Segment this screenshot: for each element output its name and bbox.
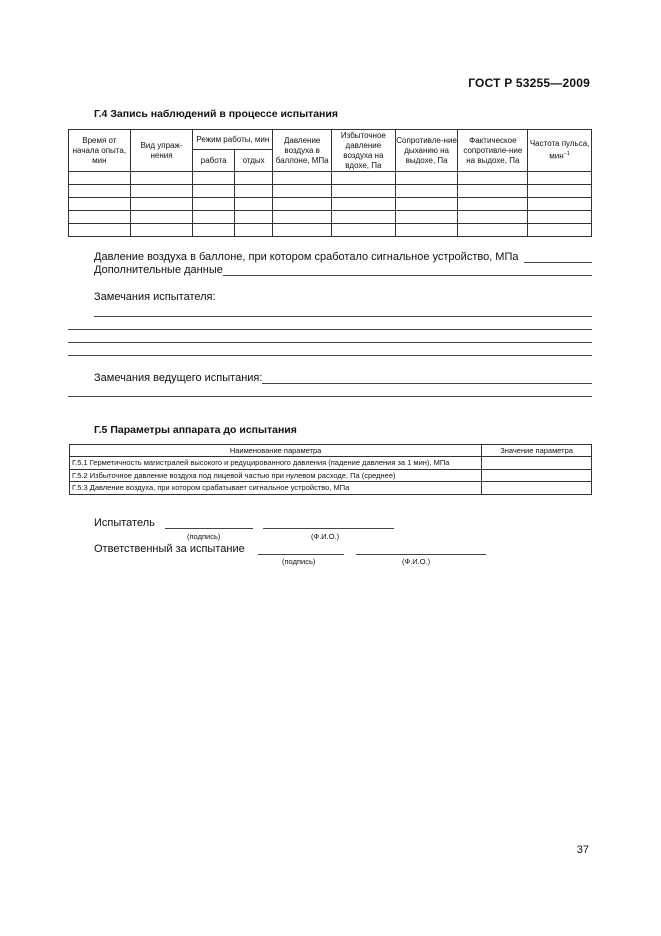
tester-remarks-label: Замечания испытателя: — [94, 291, 216, 303]
tester-sign-line — [165, 528, 253, 529]
responsible-fio-line — [356, 554, 486, 555]
col-mode-rest: отдых — [234, 150, 272, 172]
signal-pressure-line — [524, 262, 592, 263]
col-cylinder-pressure: Давление воздуха в баллоне, МПа — [273, 130, 332, 172]
observations-table — [68, 129, 592, 237]
document-id: ГОСТ Р 53255—2009 — [468, 76, 590, 90]
table-row — [69, 185, 592, 198]
tester-remarks-line — [68, 355, 592, 356]
parameter-name: Г.5.2 Избыточное давление воздуха под лицевой частью при нулевом расходе, Па (среднее) — [70, 469, 482, 482]
responsible-sign-line — [258, 554, 344, 555]
table-row — [70, 482, 592, 495]
tester-fio-caption: (Ф.И.О.) — [311, 532, 340, 541]
signal-pressure-label: Давление воздуха в баллоне, при котором сработало сигнальное устройство, МПа — [94, 251, 519, 263]
table-row — [69, 224, 592, 237]
parameter-name: Г.5.3 Давление воздуха, при котором срабатывает сигнальное устройство, МПа — [70, 482, 482, 495]
parameter-value — [482, 482, 592, 495]
parameter-name: Г.5.1 Герметичность магистралей высокого и редуцированного давления (падение давления за 1 мин), МПа — [70, 457, 482, 470]
parameter-value — [482, 457, 592, 470]
col-mode: Режим работы, мин — [193, 130, 273, 150]
tester-sign-caption: (подпись) — [187, 532, 221, 541]
tester-remarks-line — [68, 342, 592, 343]
col-time: Время от начала опыта, мин — [69, 130, 131, 172]
tester-signature-label: Испытатель — [94, 517, 155, 529]
table-row — [69, 172, 592, 185]
lead-remarks-line — [68, 396, 592, 397]
tester-remarks-line — [68, 329, 592, 330]
lead-remarks-label: Замечания ведущего испытания: — [94, 372, 263, 384]
col-exercise: Вид упраж-нения — [130, 130, 193, 172]
parameters-table — [69, 444, 592, 495]
table-row — [70, 457, 592, 470]
col-overpressure: Избыточное давление воздуха на вдохе, Па — [332, 130, 396, 172]
col-parameter-value: Значение параметра — [482, 445, 592, 457]
tester-fio-line — [263, 528, 394, 529]
additional-data-label: Дополнительные данные — [94, 264, 223, 276]
col-mode-work: работа — [193, 150, 234, 172]
section-g5-title: Г.5 Параметры аппарата до испытания — [94, 424, 297, 436]
tester-remarks-line — [94, 316, 592, 317]
col-pulse: Частота пульса, мин$^{-1}$ — [528, 130, 592, 172]
additional-data-line — [223, 275, 592, 276]
responsible-sign-caption: (подпись) — [282, 557, 316, 566]
col-parameter-name: Наименование параметра — [70, 445, 482, 457]
responsible-fio-caption: (Ф.И.О.) — [402, 557, 431, 566]
table-row — [70, 469, 592, 482]
col-actual-resistance: Фактическое сопротивле-ние на выдохе, Па — [458, 130, 528, 172]
table-row — [69, 198, 592, 211]
lead-remarks-line — [262, 383, 592, 384]
responsible-signature-label: Ответственный за испытание — [94, 543, 245, 555]
table-row — [69, 211, 592, 224]
parameter-value — [482, 469, 592, 482]
page-number: 37 — [576, 844, 589, 856]
section-g4-title: Г.4 Запись наблюдений в процессе испытания — [94, 108, 338, 120]
col-exhale-resistance: Сопротивле-ние дыханию на выдохе, Па — [395, 130, 458, 172]
